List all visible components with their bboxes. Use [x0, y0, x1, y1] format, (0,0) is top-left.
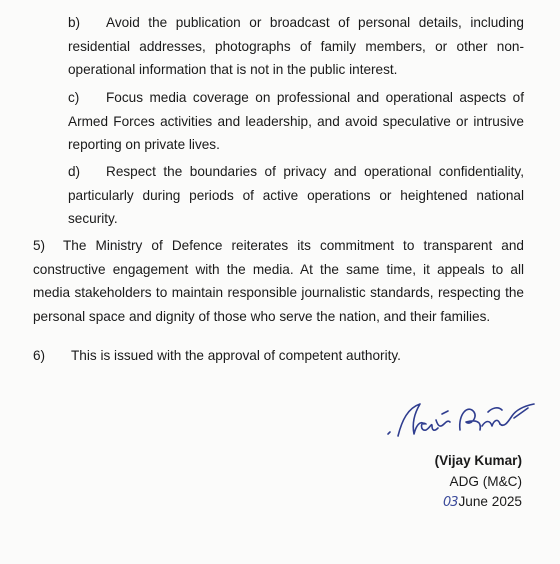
paragraph-d-text: Respect the boundaries of privacy and operational confidentiality, particularly during periods of active operations or heightened national security. — [68, 164, 524, 226]
paragraph-6-text: This is issued with the approval of competent authority. — [71, 348, 401, 363]
paragraph-6-marker: 6) — [33, 348, 46, 363]
paragraph-5 — [33, 234, 524, 328]
signatory-name: (Vijay Kumar) — [434, 453, 522, 468]
paragraph-6 — [33, 344, 524, 368]
paragraph-c-marker: c) — [68, 90, 80, 105]
paragraph-c-text: Focus media coverage on professional and operational aspects of Armed Forces activities and leadership, and avoid speculative or intrusive reporting on private lives. — [68, 90, 524, 152]
handwritten-date-day: 03 — [442, 495, 458, 510]
paragraph-b-marker: b) — [68, 15, 81, 30]
paragraph-5-text: The Ministry of Defence reiterates its commitment to transparent and constructive engagement with the media. At the same time, it appeals to all media stakeholders to maintain responsible journalistic standards, respecting the personal space and dignity of those who serve the nation, and their families. — [33, 238, 524, 324]
date-month-year: June 2025 — [458, 494, 522, 509]
signatory-designation: ADG (M&C) — [449, 473, 522, 489]
handwritten-signature-icon — [384, 390, 554, 450]
signature-date — [435, 492, 522, 514]
paragraph-b-text: Avoid the publication or broadcast of personal details, including residential addresses, photographs of family members, or other non-operational information that is not in the public interest. — [68, 15, 524, 77]
paragraph-b — [68, 11, 524, 82]
paragraph-d — [68, 160, 524, 231]
paragraph-d-marker: d) — [68, 164, 81, 179]
paragraph-c — [68, 86, 524, 157]
paragraph-5-marker: 5) — [33, 238, 46, 253]
signature-block — [435, 451, 522, 514]
